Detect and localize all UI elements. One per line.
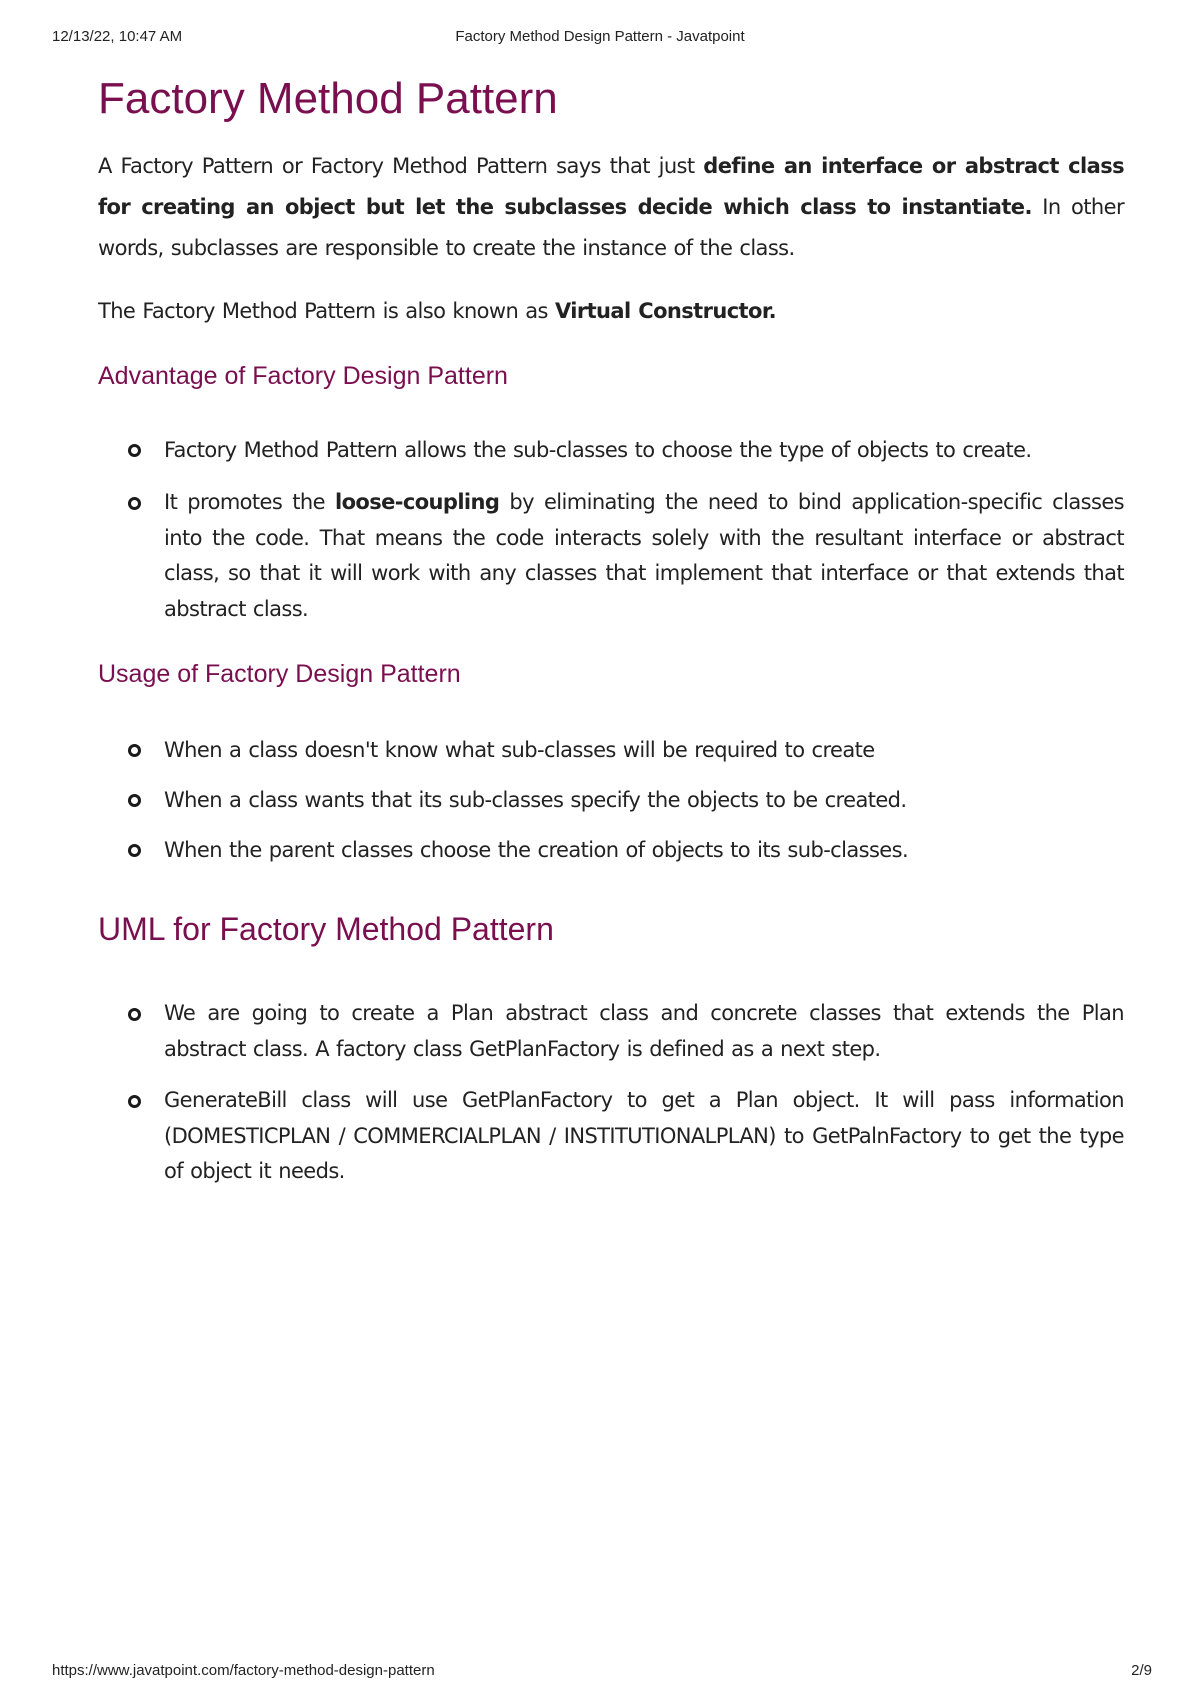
print-page-title: Factory Method Design Pattern - Javatpoint	[455, 28, 745, 45]
list-item	[98, 1083, 1124, 1190]
aka-paragraph	[98, 291, 1124, 332]
advantage-heading: Advantage of Factory Design Pattern	[98, 362, 508, 390]
intro-text-2: In other words, subclasses are responsible to create the instance of the class.	[98, 195, 1124, 260]
list-item-text: When a class doesn't know what sub-classes will be required to create	[164, 738, 875, 762]
circle-bullet-icon	[128, 1008, 141, 1021]
list-item-text: by eliminating the need to bind application-specific classes into the code. That means the code interacts solely with the resultant interface or abstract class, so that it will work with any classes that implement that interface or that extends that abstract class.	[164, 490, 1124, 621]
article-content	[98, 62, 1124, 1206]
aka-bold-term: Virtual Constructor.	[554, 299, 776, 323]
list-item-text: We are going to create a Plan abstract class and concrete classes that extends the Plan abstract class. A factory class GetPlanFactory is defined as a next step.	[164, 1001, 1124, 1061]
print-datetime: 12/13/22, 10:47 AM	[52, 28, 183, 45]
circle-bullet-icon	[128, 444, 141, 457]
list-item-text: When the parent classes choose the creation of objects to its sub-classes.	[164, 838, 909, 862]
list-item-text: It promotes the	[164, 490, 335, 514]
usage-list	[98, 731, 1124, 869]
aka-text: The Factory Method Pattern is also known as	[98, 299, 555, 323]
list-item	[98, 731, 1124, 769]
list-item	[98, 431, 1124, 469]
list-item-text: GenerateBill class will use GetPlanFactory to get a Plan object. It will pass information (DOMESTICPLAN / COMMERCIALPLAN / INSTITUTIONALPLAN) to GetPalnFactory to get the type of object it needs.	[164, 1088, 1124, 1183]
article-title: Factory Method Pattern	[98, 74, 558, 123]
print-url: https://www.javatpoint.com/factory-method-design-pattern	[52, 1662, 435, 1679]
circle-bullet-icon	[128, 744, 141, 757]
list-item	[98, 831, 1124, 869]
circle-bullet-icon	[128, 844, 141, 857]
circle-bullet-icon	[128, 497, 141, 510]
list-item	[98, 485, 1124, 627]
list-item-text: When a class wants that its sub-classes specify the objects to be created.	[164, 788, 907, 812]
advantage-list	[98, 431, 1124, 627]
list-item-text: Factory Method Pattern allows the sub-classes to choose the type of objects to create.	[164, 438, 1032, 462]
intro-bold-definition: define an interface or abstract class for creating an object but let the subclasses decide which class to instantiate.	[98, 154, 1125, 219]
page-number: 2/9	[1131, 1662, 1152, 1679]
intro-text-1: A Factory Pattern or Factory Method Pattern says that just	[98, 154, 704, 178]
uml-heading: UML for Factory Method Pattern	[98, 911, 554, 947]
list-item	[98, 996, 1124, 1067]
intro-paragraph	[98, 146, 1124, 269]
list-item-bold: loose-coupling	[334, 490, 500, 514]
circle-bullet-icon	[128, 794, 141, 807]
uml-list	[98, 996, 1124, 1190]
circle-bullet-icon	[128, 1095, 141, 1108]
list-item	[98, 781, 1124, 819]
usage-heading: Usage of Factory Design Pattern	[98, 660, 461, 688]
